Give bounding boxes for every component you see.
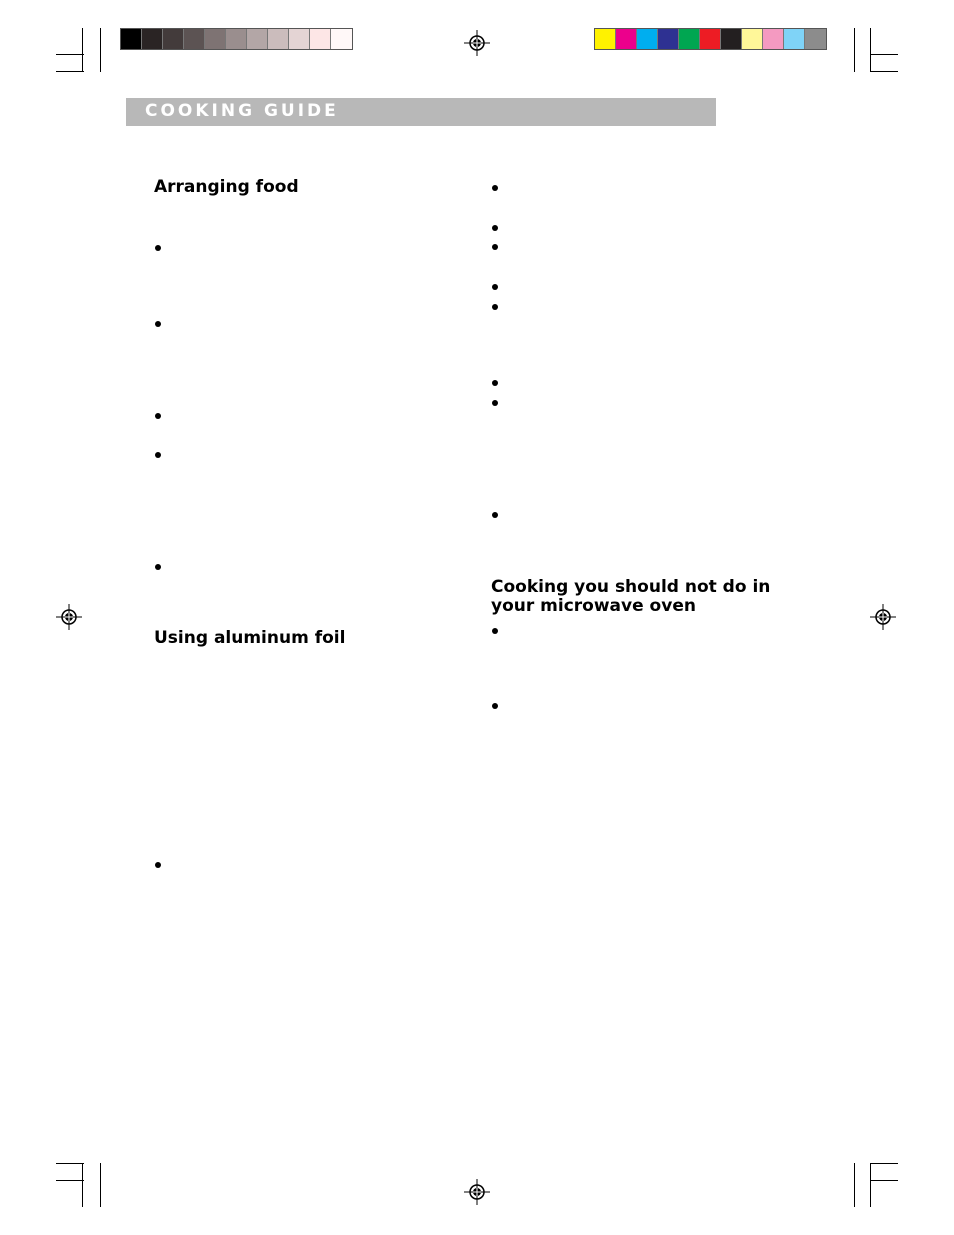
bullet-marker bbox=[492, 628, 498, 634]
grayscale-color-bar bbox=[120, 28, 353, 50]
color-swatch bbox=[763, 29, 784, 49]
crop-mark bbox=[854, 1163, 855, 1207]
color-swatch bbox=[226, 29, 247, 49]
crop-mark bbox=[870, 54, 898, 55]
color-swatch bbox=[247, 29, 268, 49]
crop-mark bbox=[870, 71, 898, 72]
color-swatch bbox=[142, 29, 163, 49]
bullet-marker bbox=[492, 244, 498, 250]
color-swatch bbox=[121, 29, 142, 49]
color-swatch bbox=[184, 29, 205, 49]
heading-cooking-should-not-do-line2: your microwave oven bbox=[491, 596, 696, 616]
bullet-marker bbox=[492, 380, 498, 386]
registration-mark-icon bbox=[464, 30, 490, 56]
crop-mark bbox=[100, 28, 101, 72]
bullet-marker bbox=[492, 304, 498, 310]
bullet-marker bbox=[155, 413, 161, 419]
registration-mark-icon bbox=[464, 1179, 490, 1205]
crop-mark bbox=[100, 1163, 101, 1207]
color-swatch bbox=[268, 29, 289, 49]
color-swatch bbox=[205, 29, 226, 49]
color-swatch bbox=[700, 29, 721, 49]
color-swatch bbox=[721, 29, 742, 49]
bullet-marker bbox=[155, 862, 161, 868]
crop-mark bbox=[56, 71, 84, 72]
color-swatch bbox=[310, 29, 331, 49]
color-swatch bbox=[784, 29, 805, 49]
crop-mark bbox=[56, 1163, 84, 1164]
bullet-marker bbox=[155, 321, 161, 327]
heading-using-aluminum-foil: Using aluminum foil bbox=[154, 628, 346, 648]
bullet-marker bbox=[492, 284, 498, 290]
color-swatch bbox=[163, 29, 184, 49]
crop-mark bbox=[82, 28, 83, 72]
bullet-marker bbox=[492, 225, 498, 231]
bullet-marker bbox=[155, 564, 161, 570]
color-swatch bbox=[658, 29, 679, 49]
color-swatch bbox=[805, 29, 826, 49]
color-swatch bbox=[331, 29, 352, 49]
crop-mark bbox=[870, 1180, 898, 1181]
crop-mark bbox=[870, 1163, 871, 1207]
crop-mark bbox=[870, 28, 871, 72]
heading-arranging-food: Arranging food bbox=[154, 177, 299, 197]
color-swatch bbox=[637, 29, 658, 49]
color-swatch bbox=[679, 29, 700, 49]
color-swatch bbox=[595, 29, 616, 49]
registration-mark-icon bbox=[56, 604, 82, 630]
crop-mark bbox=[56, 54, 84, 55]
registration-mark-icon bbox=[870, 604, 896, 630]
color-swatch bbox=[289, 29, 310, 49]
bullet-marker bbox=[492, 185, 498, 191]
bullet-marker bbox=[492, 400, 498, 406]
crop-mark bbox=[870, 1163, 898, 1164]
crop-mark bbox=[82, 1163, 83, 1207]
page-title: COOKING GUIDE bbox=[145, 101, 339, 121]
color-swatch bbox=[742, 29, 763, 49]
heading-cooking-should-not-do-line1: Cooking you should not do in bbox=[491, 577, 771, 597]
crop-mark bbox=[56, 1180, 84, 1181]
bullet-marker bbox=[155, 452, 161, 458]
bullet-marker bbox=[155, 245, 161, 251]
color-swatch bbox=[616, 29, 637, 49]
crop-mark bbox=[854, 28, 855, 72]
section-header-band bbox=[126, 98, 716, 126]
bullet-marker bbox=[492, 703, 498, 709]
process-color-bar bbox=[594, 28, 827, 50]
bullet-marker bbox=[492, 512, 498, 518]
